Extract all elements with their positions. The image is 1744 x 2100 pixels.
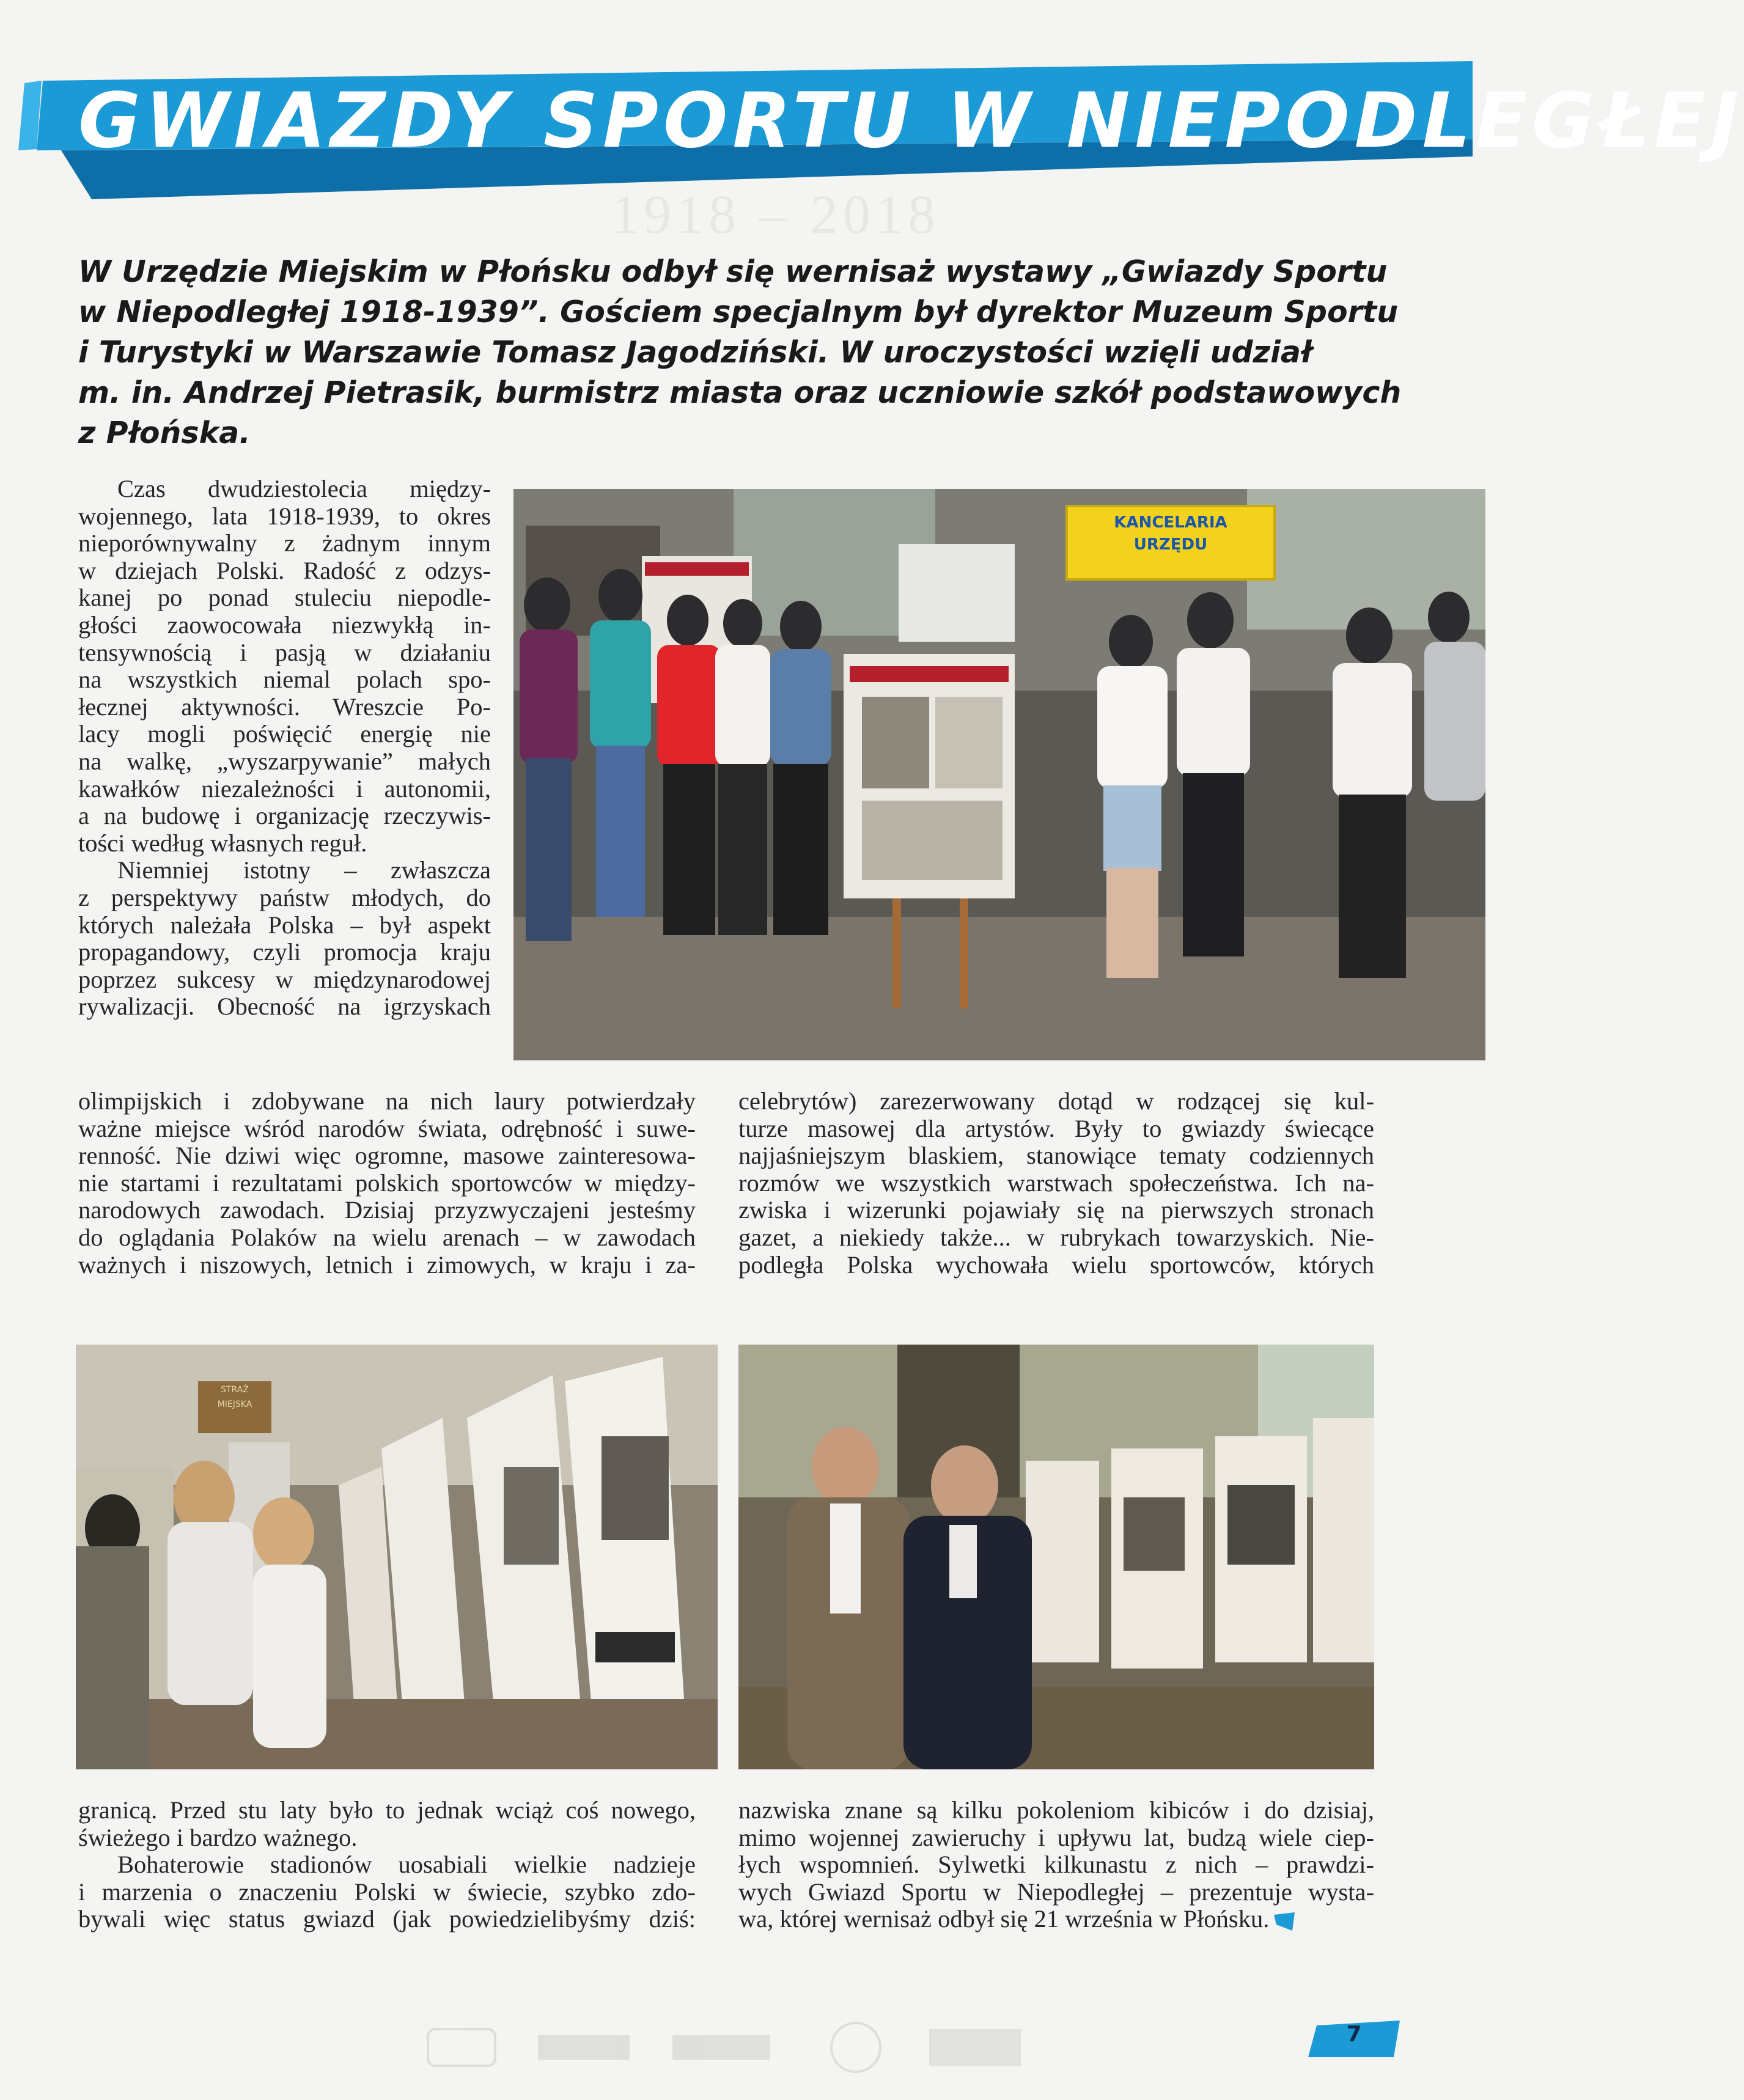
article-right-bottom [738,1797,1374,1933]
article-left-bottom [78,1797,696,1933]
text-line: olimpijskich i zdobywane na nich laury potwierdzały [78,1087,696,1115]
lead-line: m. in. Andrzej Pietrasik, burmistrz miasta oraz uczniowie szkół podstawowych [78,375,1402,410]
text-line: do oglądania Polaków na wielu arenach – w zawodach [78,1223,696,1251]
page-title: GWIAZDY SPORTU W NIEPODLEGŁEJ [78,77,1744,165]
watermark-years: 1918 – 2018 [611,185,940,245]
lead-line: W Urzędzie Miejskim w Płońsku odbył się wernisaż wystawy „Gwiazdy Sportu [78,254,1388,289]
lead-line: z Płońska. [78,416,251,450]
article-right-mid [738,1088,1374,1279]
text-line: renność. Nie dziwi więc ogromne, masowe zainteresowa- [78,1142,696,1170]
text-line: ważne miejsce wśród narodów świata, odrębność i suwe- [78,1114,696,1142]
text-line: granicą. Przed stu laty było to jednak wciąż coś nowego, [78,1796,696,1824]
text-line-final: wa, której wernisaż odbył się 21 września w Płońsku. [738,1905,1270,1933]
article-left-mid [78,1088,696,1279]
text-line: mimo wojennej zawieruchy i upływu lat, budzą wiele ciep- [738,1823,1374,1851]
lead-line: w Niepodległej 1918-1939”. Gościem specjalnym był dyrektor Muzeum Sportu [78,295,1399,329]
text-line: których należała Polska – był aspekt [78,911,491,939]
visitors-photo-sign-1: STRAŻ [221,1385,249,1395]
text-line: łecznej aktywności. Wreszcie Po- [78,692,491,721]
text-line: lacy mogli poświęcić energię nie [78,720,491,748]
lead-paragraph [78,252,1402,453]
text-line: wojennego, lata 1918-1939, to okres [78,502,491,530]
end-of-article-icon [1274,1912,1295,1931]
text-line: na wszystkich niemal polach spo- [78,666,491,694]
visitors-photo [76,1345,718,1769]
text-line: ważnych i niszowych, letnich i zimowych, w kraju i za- [78,1250,696,1279]
visitors-photo-sign-2: MIEJSKA [217,1400,252,1409]
text-line: świeżego i bardzo ważnego. [78,1823,358,1851]
group-photo [513,489,1485,1060]
text-line: nazwiska znane są kilku pokoleniom kibiców i do dzisiaj, [738,1796,1374,1824]
lead-line: i Turystyki w Warszawie Tomasz Jagodziński. W uroczystości wzięli udział [78,335,1312,370]
sponsor-logos-watermark [428,2011,1039,2078]
text-line: Niemniej istotny – zwłaszcza [117,856,491,884]
text-line: poprzez sukcesy w międzynarodowej [78,965,491,993]
text-line: nie startami i rezultatami polskich sportowców w między- [78,1169,696,1197]
text-line: łych wspomnień. Sylwetki kilkunastu z nich – prawdzi- [738,1851,1374,1879]
text-line: z perspektywy państw młodych, do [78,883,491,911]
group-photo-sign-1: KANCELARIA [1114,513,1227,532]
page-number: 7 [1346,2022,1362,2047]
text-line: zwiska i wizerunki pojawiały się na pierwszych stronach [738,1196,1374,1224]
group-photo-sign-2: URZĘDU [1133,535,1208,554]
text-line: nieporównywalny z żadnym innym [78,529,491,557]
text-line: celebrytów) zarezerwowany dotąd w rodzącej się kul- [738,1087,1374,1115]
text-line: gazet, a niekiedy także... w rubrykach towarzyskich. Nie- [738,1223,1374,1251]
text-line: najjaśniejszym blaskiem, stanowiące tematy codziennych [738,1142,1374,1170]
officials-photo [738,1345,1374,1769]
text-line: Czas dwudziestolecia między- [117,475,491,502]
text-line: rywalizacji. Obecność na igrzyskach [78,993,491,1021]
text-line: tensywnością i pasją w działaniu [78,638,491,666]
text-line: tości według własnych reguł. [78,829,367,857]
article-narrow-column [78,475,491,1021]
text-line: podległa Polska wychowała wielu sportowców, których [738,1250,1374,1279]
text-line [738,1906,1374,1933]
text-line: propagandowy, czyli promocja kraju [78,938,491,966]
text-line: bywali więc status gwiazd (jak powiedzielibyśmy dziś: [78,1905,696,1933]
text-line: Bohaterowie stadionów uosabiali wielkie nadzieje [117,1851,696,1879]
text-line: kanej po ponad stuleciu niepodle- [78,584,491,612]
text-line: a na budowę i organizację rzeczywis- [78,802,491,830]
text-line: kawałków niezależności i autonomii, [78,774,491,802]
text-line: turze masowej dla artystów. Były to gwiazdy świecące [738,1114,1374,1142]
text-line: na walkę, „wyszarpywanie” małych [78,747,491,775]
text-line: rozmów we wszystkich warstwach społeczeństwa. Ich na- [738,1169,1374,1197]
text-line: wych Gwiazd Sportu w Niepodległej – prezentuje wysta- [738,1878,1374,1906]
text-line: narodowych zawodach. Dzisiaj przyzwyczajeni jesteśmy [78,1196,696,1224]
text-line: w dziejach Polski. Radość z odzys- [78,556,491,584]
text-line: głości zaowocowała niezwykłą in- [78,611,491,639]
text-line: i marzenia o znaczeniu Polski w świecie, szybko zdo- [78,1878,696,1906]
